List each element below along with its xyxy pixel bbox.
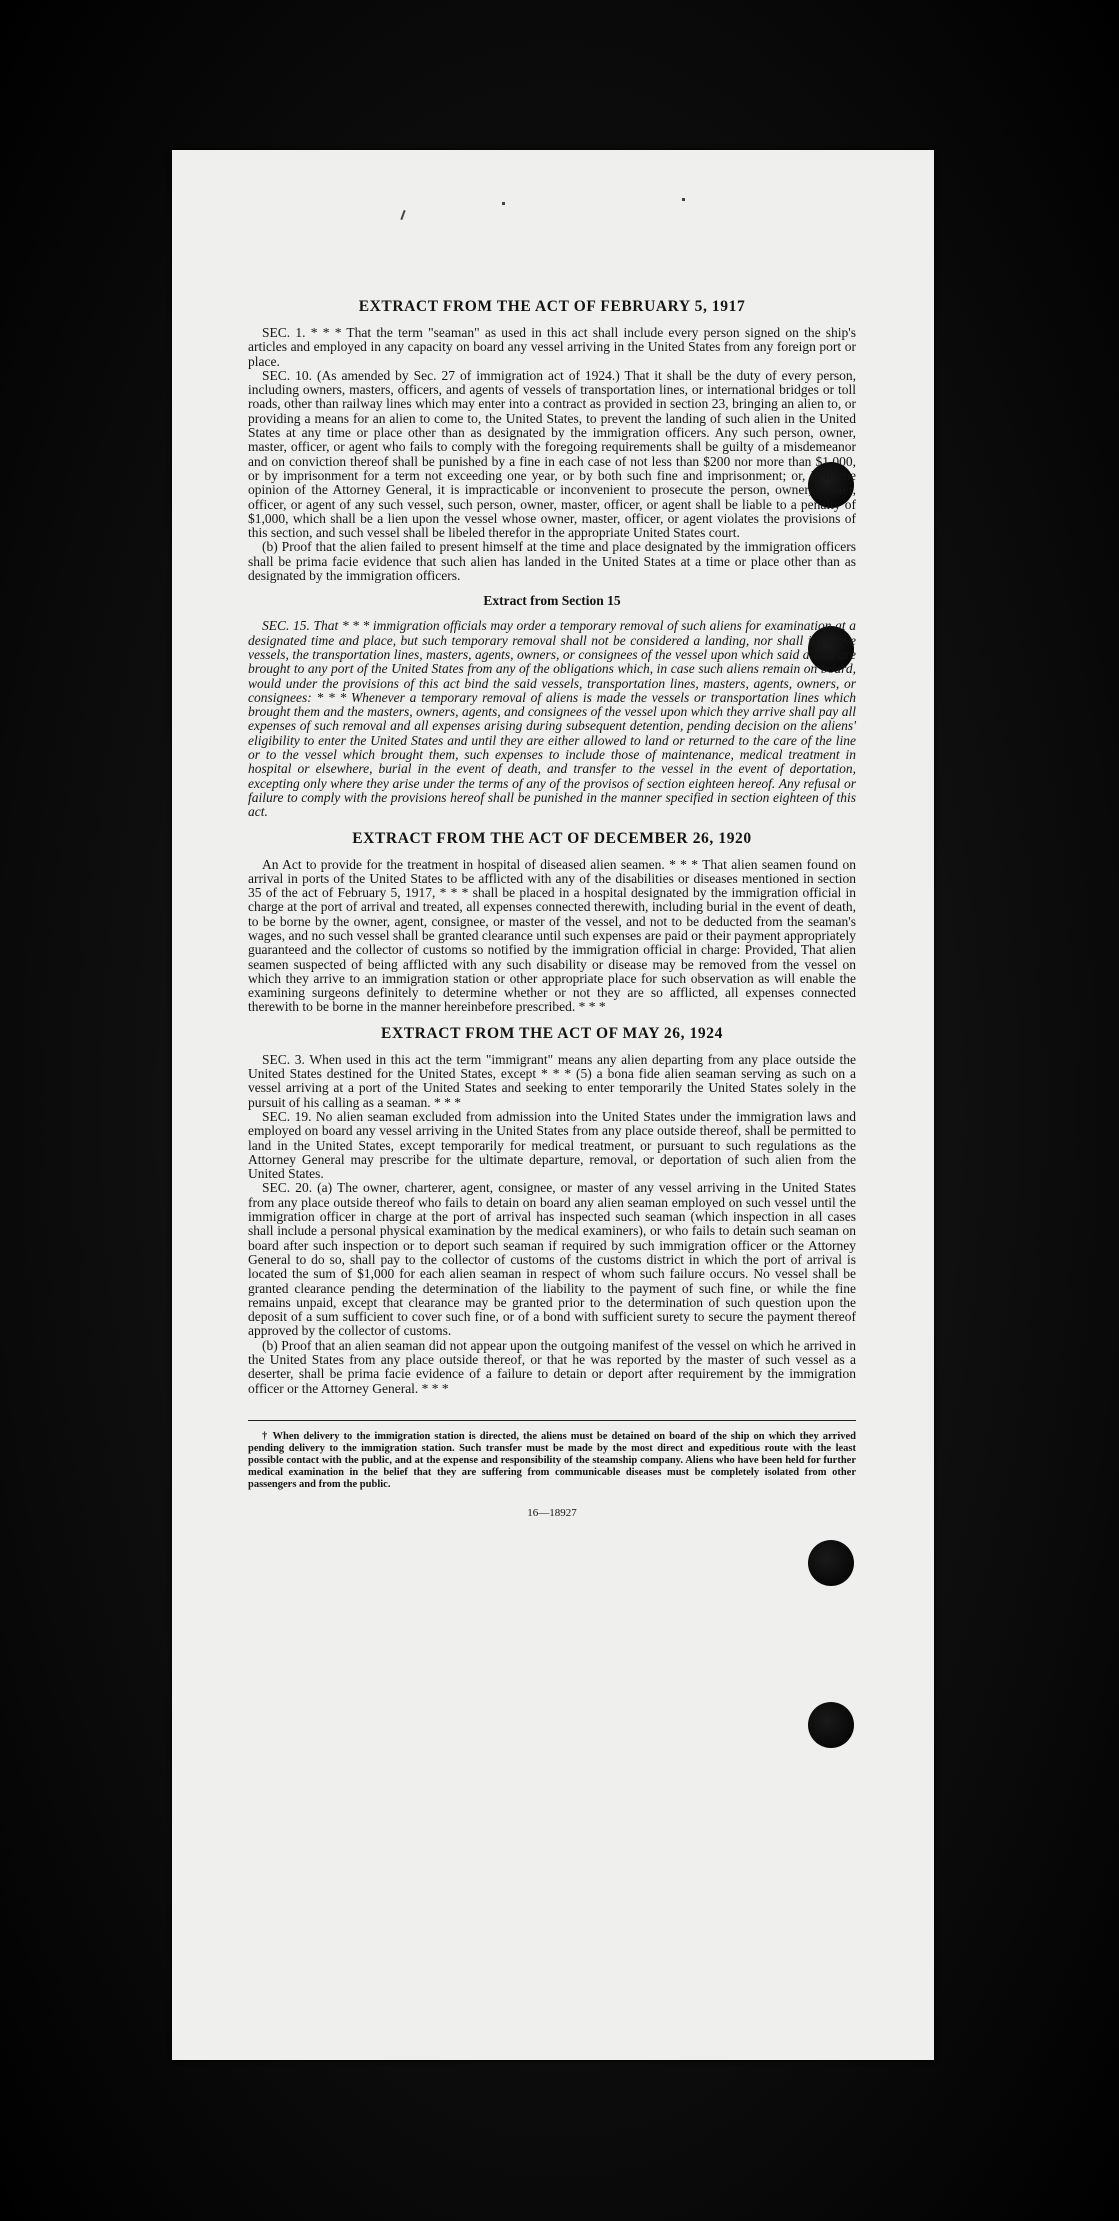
heading-act-1924: EXTRACT FROM THE ACT OF MAY 26, 1924 bbox=[381, 1024, 723, 1042]
document-content bbox=[248, 298, 856, 1519]
paragraph-sec-1: SEC. 1. * * * That the term "seaman" as used in this act shall include every person signed on the ship's articles and employed in any capacity on board any vessel arriving in the United States from any foreign port or place. bbox=[248, 325, 856, 369]
speck-mark bbox=[682, 198, 685, 201]
speck-mark bbox=[502, 202, 505, 205]
footnote bbox=[248, 1431, 856, 1491]
speck-mark bbox=[400, 210, 405, 220]
heading-act-1917: EXTRACT FROM THE ACT OF FEBRUARY 5, 1917 bbox=[358, 298, 746, 315]
punch-hole bbox=[808, 1540, 854, 1586]
paragraph-sec-19: SEC. 19. No alien seaman excluded from admission into the United States under the immigration laws and employed on board any vessel arriving in the United States from any place outside thereof, shall be permitted to land in the United States, except temporarily for medical treatment, or pursuant to such regulations as the Attorney General may prescribe for the ultimate departure, removal, or deportation of such alien from the United States. bbox=[248, 1108, 856, 1182]
paragraph-sec-20-a: SEC. 20. (a) The owner, charterer, agent, consignee, or master of any vessel arriving in the United States from any place outside thereof who fails to detain on board any alien seaman employed on such vessel until the immigration officer in charge at the port of arrival has inspected such seaman (which inspection in all cases shall include a personal physical examination by the medical examiners), or who fails to detain such seaman on board after such inspection or to deport such seaman if required by such immigration officer or the Attorney General to do so, shall pay to the collector of customs of the customs district in which the port of arrival is located the sum of $1,000 for each alien seaman in respect of whom such failure occurs. No vessel shall be granted clearance pending the determination of the liability to the payment of such fine, or while the fine remains unpaid, except that clearance may be granted prior to the determination of such question upon the deposit of a sum sufficient to cover such fine, or of a bond with sufficient surety to secure the payment thereof approved by the collector of customs. bbox=[248, 1180, 856, 1339]
paragraph-sec-15: SEC. 15. That * * * immigration officials may order a temporary removal of such aliens for examination at a designated time and place, but such temporary removal shall not be considered a landing, nor shall it relieve vessels, the transportation lines, masters, agents, owners, or consignees of the vessel upon which said aliens are brought to any port of the United States from any of the obligations which, in case such aliens remain on board, would under the provisions of this act bind the said vessels, transportation lines, masters, agents, owners, or consignees: * * * Whenever a temporary removal of aliens is made the vessels or transportation lines which brought them and the masters, owners, agents, and consignees of the vessel upon which they arrive shall pay all expenses of such removal and all expenses arising during subsequent detention, pending decision on the aliens' eligibility to enter the United States and until they are either allowed to land or returned to the care of the line or to the vessel which brought them, such expenses to include those of maintenance, medical treatment in hospital or elsewhere, burial in the event of death, and transfer to the vessel in the event of deportation, excepting only where they arise under the terms of any of the provisos of section eighteen hereof. Any refusal or failure to comply with the provisions hereof shall be punished in the manner specified in section eighteen of this act. bbox=[248, 618, 856, 820]
paragraph-sec-10-b: (b) Proof that the alien failed to present himself at the time and place designated by the immigration officers shall be prima facie evidence that such alien has landed in the United States at a time or place other than as designated by the immigration officers. bbox=[248, 539, 856, 584]
heading-act-1920: EXTRACT FROM THE ACT OF DECEMBER 26, 1920 bbox=[352, 829, 752, 847]
punch-hole bbox=[808, 1702, 854, 1748]
paragraph-sec-20-b: (b) Proof that an alien seaman did not appear upon the outgoing manifest of the vessel on which he arrived in the United States from any place outside thereof, or that he was reported by the master of such vessel as a deserter, shall be prima facie evidence of a failure to detain or deport after requirement by the immigration officer or the Attorney General. * * * bbox=[248, 1337, 856, 1396]
heading-section-15: Extract from Section 15 bbox=[483, 593, 621, 609]
footnote-divider bbox=[248, 1420, 856, 1421]
page-number: 16—18927 bbox=[527, 1506, 577, 1519]
paragraph-act-1920: An Act to provide for the treatment in hospital of diseased alien seamen. * * * That alien seamen found on arrival in ports of the United States to be afflicted with any of the disabilities or diseases mentioned in section 35 of the act of February 5, 1917, * * * shall be placed in a hospital designated by the immigration official in charge at the port of arrival and treated, all expenses connected therewith, including burial in the event of death, to be borne by the owner, agent, consignee, or master of the vessel, and not to be deducted from the seaman's wages, and no such vessel shall be granted clearance until such expenses are paid or their payment appropriately guaranteed and the collector of customs so notified by the immigration official in charge: Provided, That alien seamen suspected of being afflicted with any such disability or disease may be removed from the vessel on which they arrive to an immigration station or other appropriate place for such observation as will enable the examining surgeons definitely to determine whether or not they are so afflicted, all expenses connected therewith to be borne in the manner hereinbefore prescribed. * * * bbox=[248, 856, 856, 1015]
footnote-text: † When delivery to the immigration station is directed, the aliens must be detained on board of the ship on which they arrived pending delivery to the immigration station. Such transfer must be made by the most direct and expeditious route with the least possible contact with the public, and at the expense and responsibility of the steamship company. Aliens who have been held for further medical examination in the belief that they are suffering from communicable diseases must be completely isolated from other passengers and from the public. bbox=[248, 1430, 856, 1490]
document-page bbox=[172, 150, 934, 2060]
paragraph-sec-3: SEC. 3. When used in this act the term "immigrant" means any alien departing from any place outside the United States destined for the United States, except * * * (5) a bona fide alien seaman serving as such on a vessel arriving at a port of the United States and seeking to enter temporarily the United States solely in the pursuit of his calling as a seaman. * * * bbox=[248, 1051, 856, 1110]
paragraph-sec-10: SEC. 10. (As amended by Sec. 27 of immigration act of 1924.) That it shall be the duty of every person, including owners, masters, officers, and agents of vessels of transportation lines, or international bridges or toll roads, other than railway lines which may enter into a contract as provided in section 23, bringing an alien to, or providing a means for an alien to come to, the United States, to prevent the landing of such alien in the United States at any time or place other than as designated by the immigration officers. Any such person, owner, master, officer, or agent who fails to comply with the foregoing requirements shall be guilty of a misdemeanor and on conviction thereof shall be punished by a fine in each case of not less than $200 nor more than $1,000, or by imprisonment for a term not exceeding one year, or by both such fine and imprisonment; or, if in the opinion of the Attorney General, it is impracticable or inconvenient to prosecute the person, owner, master, officer, or agent of any such vessel, such person, owner, master, officer, or agent shall be liable to a penalty of $1,000, which shall be a lien upon the vessel whose owner, master, officer, or agent violates the provisions of this section, and such vessel shall be libeled therefor in the appropriate United States court. bbox=[248, 367, 856, 541]
